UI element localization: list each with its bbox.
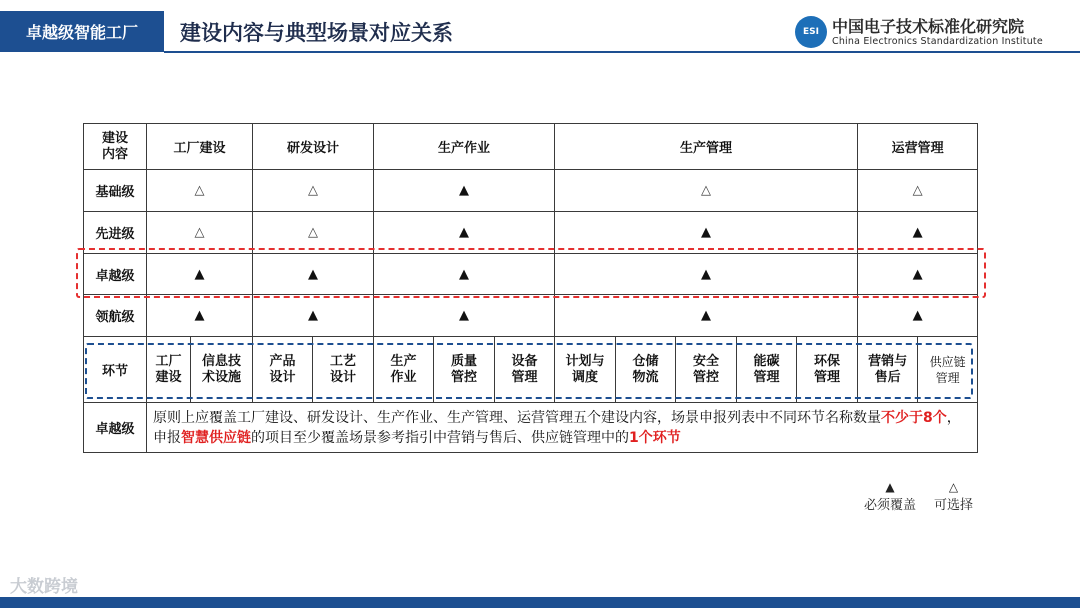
process-cell: 工厂 建设 [147, 337, 191, 403]
filled-triangle-icon: ▲ [885, 480, 895, 494]
mapping-table [83, 123, 978, 453]
coverage-mark: △ [147, 170, 253, 212]
process-cell: 安全 管控 [676, 337, 737, 403]
process-cell: 环保 管理 [797, 337, 858, 403]
legend-optional-label: 可选择 [934, 498, 974, 513]
coverage-mark: ▲ [374, 295, 555, 337]
coverage-mark: ▲ [253, 254, 374, 295]
coverage-mark: ▲ [555, 254, 858, 295]
corner-cell: 建设 内容 [84, 124, 147, 170]
coverage-mark: ▲ [858, 295, 978, 337]
coverage-mark: ▲ [555, 295, 858, 337]
coverage-mark: ▲ [253, 295, 374, 337]
process-cell: 供应链 管理 [918, 337, 978, 403]
coverage-mark: △ [858, 170, 978, 212]
process-cell: 质量 管控 [434, 337, 495, 403]
row-label: 基础级 [84, 170, 147, 212]
level-row-excellent [84, 254, 978, 295]
level-row [84, 295, 978, 337]
section-tag: 卓越级智能工厂 [0, 11, 164, 52]
coverage-mark: ▲ [858, 254, 978, 295]
col-header: 工厂建设 [147, 124, 253, 170]
row-label: 先进级 [84, 212, 147, 254]
coverage-mark: ▲ [858, 212, 978, 254]
note-row-label: 卓越级 [84, 403, 147, 453]
process-cell: 产品 设计 [253, 337, 313, 403]
row-label: 领航级 [84, 295, 147, 337]
coverage-mark: △ [555, 170, 858, 212]
footer-bar [0, 597, 1080, 608]
col-header: 生产管理 [555, 124, 858, 170]
process-cell: 生产 作业 [374, 337, 434, 403]
coverage-mark: ▲ [374, 170, 555, 212]
logo-name-en: China Electronics Standardization Institute [832, 35, 1043, 47]
coverage-mark: △ [147, 212, 253, 254]
institute-logo [795, 14, 1065, 50]
watermark: 大数跨境 [10, 577, 78, 597]
process-cell: 计划与 调度 [555, 337, 616, 403]
process-cell: 营销与 售后 [858, 337, 918, 403]
header-row [84, 124, 978, 170]
note-row [84, 403, 978, 453]
requirement-note: 原则上应覆盖工厂建设、研发设计、生产作业、生产管理、运营管理五个建设内容，场景申报列表中不同环节名称数量不少于8个，申报智慧供应链的项目至少覆盖场景参考指引中营销与售后、供应链管理中的1个环节 [147, 403, 978, 453]
page-title: 建设内容与典型场景对应关系 [180, 21, 453, 45]
process-row-label: 环节 [84, 337, 147, 403]
col-header: 生产作业 [374, 124, 555, 170]
coverage-mark: ▲ [555, 212, 858, 254]
col-header: 研发设计 [253, 124, 374, 170]
logo-name-cn: 中国电子技术标准化研究院 [832, 16, 1025, 36]
legend-optional [934, 480, 973, 513]
legend-required-label: 必须覆盖 [864, 498, 917, 513]
esi-logo-icon: ESI [795, 16, 827, 48]
coverage-mark: ▲ [147, 295, 253, 337]
col-header: 运营管理 [858, 124, 978, 170]
coverage-mark: △ [253, 212, 374, 254]
coverage-mark: ▲ [147, 254, 253, 295]
hollow-triangle-icon: △ [948, 480, 959, 494]
process-row [84, 337, 978, 403]
process-cell: 工艺 设计 [313, 337, 374, 403]
header-divider [164, 51, 1080, 53]
coverage-mark: ▲ [374, 254, 555, 295]
process-cell: 设备 管理 [495, 337, 555, 403]
coverage-mark: ▲ [374, 212, 555, 254]
coverage-mark: △ [253, 170, 374, 212]
row-label-excellent: 卓越级 [84, 254, 147, 295]
process-cell: 能碳 管理 [737, 337, 797, 403]
process-cell: 仓储 物流 [616, 337, 676, 403]
legend-required [864, 480, 916, 513]
process-cell: 信息技 术设施 [191, 337, 253, 403]
level-row [84, 212, 978, 254]
level-row [84, 170, 978, 212]
